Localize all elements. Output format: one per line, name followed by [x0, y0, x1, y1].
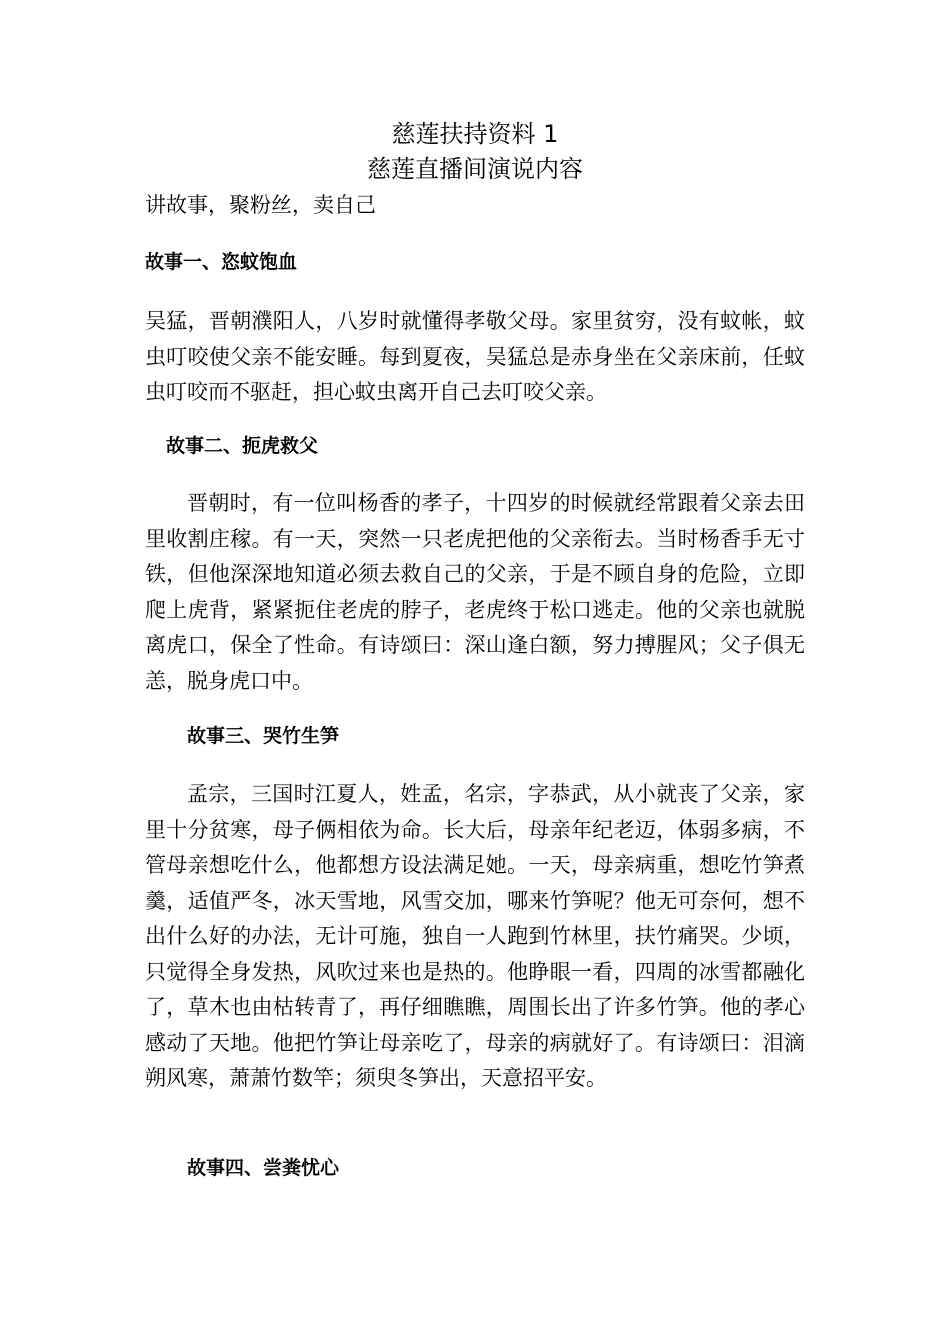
story-1-heading: 故事一、恣蚊饱血	[145, 251, 298, 273]
document-subtitle-title: 慈莲直播间演说内容	[367, 155, 583, 183]
story-2-text: 晋朝时，有一位叫杨香的孝子，十四岁的时候就经常跟着父亲去田里收割庄稼。有一天，突然一只老虎把他的父亲衔去。当时杨香手无寸铁，但他深深地知道必须去救自己的父亲，于是不顾自身的危险，立即爬上虎背，紧紧扼住老虎的脖子，老虎终于松口逃走。他的父亲也就脱离虎口，保全了性命。有诗颂曰：深山逢白额，努力搏腥风；父子俱无恙，脱身虎口中。	[145, 491, 805, 693]
document-title: 慈莲扶持资料 1	[391, 120, 559, 148]
document-tagline: 讲故事，聚粉丝，卖自己	[145, 193, 376, 217]
story-1-text: 吴猛，晋朝濮阳人，八岁时就懂得孝敬父母。家里贫穷，没有蚊帐，蚊虫叮咬使父亲不能安睡。每到夏夜，吴猛总是赤身坐在父亲床前，任蚊虫叮咬而不驱赶，担心蚊虫离开自己去叮咬父亲。	[145, 309, 805, 404]
story-2-heading: 故事二、扼虎救父	[166, 435, 319, 457]
story-3-heading: 故事三、哭竹生笋	[187, 725, 340, 747]
story-4-heading: 故事四、尝粪忧心	[187, 1157, 340, 1179]
story-3-text: 孟宗，三国时江夏人，姓孟，名宗，字恭武，从小就丧了父亲，家里十分贫寒，母子俩相依为命。长大后，母亲年纪老迈，体弱多病，不管母亲想吃什么，他都想方设法满足她。一天，母亲病重，想吃竹笋煮羹，适值严冬，冰天雪地，风雪交加，哪来竹笋呢？他无可奈何，想不出什么好的办法，无计可施，独自一人跑到竹林里，扶竹痛哭。少顷，只觉得全身发热，风吹过来也是热的。他睁眼一看，四周的冰雪都融化了，草木也由枯转青了，再仔细瞧瞧，周围长出了许多竹笋。他的孝心感动了天地。他把竹笋让母亲吃了，母亲的病就好了。有诗颂曰：泪滴朔风寒，萧萧竹数竿；须臾冬笋出，天意招平安。	[145, 782, 805, 1090]
